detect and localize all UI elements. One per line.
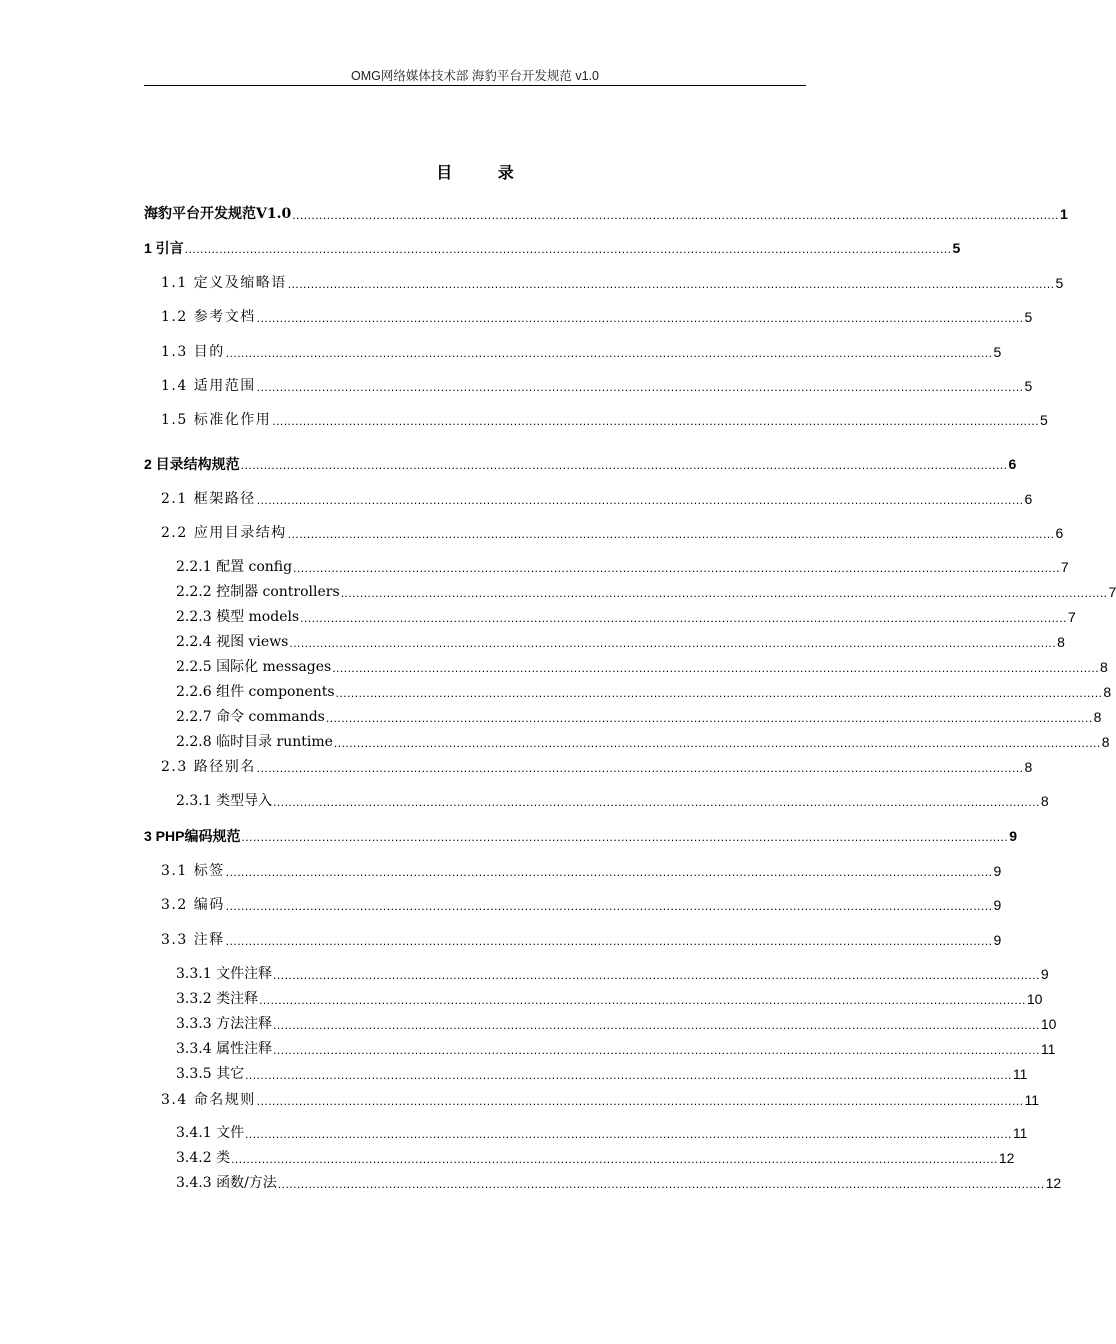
toc-entry-level2[interactable]: 1.2 参考文档 ........................................................................................................................................................................................................ 5 xyxy=(161,309,1033,325)
toc-entry-page: 11 xyxy=(1012,1125,1028,1141)
toc-entry-page: 9 xyxy=(1040,966,1049,982)
toc-entry-level3[interactable]: 3.3.5 其它 ........................................................................................................................................................................................................ 11 xyxy=(176,1066,1028,1082)
toc-entry-page: 8 xyxy=(1040,793,1049,809)
header-rule xyxy=(144,85,806,86)
toc-entry-level3[interactable]: 3.3.4 属性注释 ........................................................................................................................................................................................................ 11 xyxy=(176,1041,1056,1057)
toc-entry-page: 12 xyxy=(1045,1175,1062,1191)
toc-entry-level3[interactable]: 3.3.2 类注释 ........................................................................................................................................................................................................ 10 xyxy=(176,991,1043,1007)
toc-entry-page: 9 xyxy=(1009,828,1018,844)
toc-entry-label: 3.4.2 类 xyxy=(176,1150,231,1166)
toc-entry-level2[interactable]: 3.2 编码 ........................................................................................................................................................................................................ 9 xyxy=(161,897,1002,913)
toc-entry-level2[interactable]: 3.1 标签 ........................................................................................................................................................................................................ 9 xyxy=(161,863,1002,879)
toc-entry-level1[interactable]: 3 PHP编码规范 ........................................................................................................................................................................................................ 9 xyxy=(144,828,1018,844)
toc-title: 目 录 xyxy=(436,163,534,182)
toc-entry-label: 1.2 参考文档 xyxy=(161,309,256,325)
toc-entry-level3[interactable]: 2.2.8 临时目录 runtime ........................................................................................................................................................................................................ 8 xyxy=(176,734,1110,750)
toc-entry-label: 3.3 注释 xyxy=(161,932,225,948)
toc-entry-label: 海豹平台开发规范V1.0 xyxy=(144,206,292,222)
toc-entry-page: 5 xyxy=(1040,412,1048,428)
toc-entry-level1[interactable]: 海豹平台开发规范V1.0 ........................................................................................................................................................................................................ 1 xyxy=(144,206,1068,222)
toc-entry-level3[interactable]: 3.4.2 类 ........................................................................................................................................................................................................ 12 xyxy=(176,1150,1015,1166)
toc-entry-label: 3.3.1 文件注释 xyxy=(176,966,273,982)
toc-entry-page: 1 xyxy=(1060,206,1068,222)
toc-entry-label: 1.5 标准化作用 xyxy=(161,412,272,428)
toc-entry-level3[interactable]: 2.2.6 组件 components ........................................................................................................................................................................................................ 8 xyxy=(176,684,1112,700)
toc-entry-label: 3.3.2 类注释 xyxy=(176,991,259,1007)
toc-entry-level1[interactable]: 1 引言 ........................................................................................................................................................................................................ 5 xyxy=(144,240,961,256)
toc-entry-level3[interactable]: 2.2.1 配置 config ........................................................................................................................................................................................................ 7 xyxy=(176,559,1069,575)
toc-entry-page: 9 xyxy=(993,897,1002,913)
toc-entry-level3[interactable]: 2.2.5 国际化 messages ........................................................................................................................................................................................................ 8 xyxy=(176,659,1108,675)
toc-entry-page: 8 xyxy=(1057,634,1065,650)
toc-entry-label: 2.2.5 国际化 messages xyxy=(176,659,332,675)
toc-entry-page: 6 xyxy=(1055,525,1064,541)
toc-entry-level3[interactable]: 3.3.1 文件注释 ........................................................................................................................................................................................................ 9 xyxy=(176,966,1049,982)
toc-entry-page: 11 xyxy=(1012,1066,1028,1082)
toc-entry-level3[interactable]: 3.4.1 文件 ........................................................................................................................................................................................................ 11 xyxy=(176,1125,1028,1141)
toc-entry-level1[interactable]: 2 目录结构规范 ........................................................................................................................................................................................................ 6 xyxy=(144,456,1017,472)
toc-entry-page: 6 xyxy=(1024,491,1033,507)
toc-entry-page: 5 xyxy=(952,240,961,256)
page-header: OMG网络媒体技术部 海豹平台开发规范 v1.0 xyxy=(351,69,599,83)
toc-entry-level2[interactable]: 3.3 注释 ........................................................................................................................................................................................................ 9 xyxy=(161,932,1002,948)
toc-entry-level3[interactable]: 2.2.4 视图 views ........................................................................................................................................................................................................ 8 xyxy=(176,634,1065,650)
toc-entry-level2[interactable]: 1.1 定义及缩略语 ........................................................................................................................................................................................................ 5 xyxy=(161,275,1064,291)
toc-entry-level2[interactable]: 1.4 适用范围 ........................................................................................................................................................................................................ 5 xyxy=(161,378,1033,394)
toc-entry-label: 2.2.6 组件 components xyxy=(176,684,335,700)
toc-entry-page: 11 xyxy=(1040,1041,1056,1057)
toc-entry-level2[interactable]: 2.3 路径别名 ........................................................................................................................................................................................................ 8 xyxy=(161,759,1033,775)
toc-entry-label: 1.1 定义及缩略语 xyxy=(161,275,287,291)
toc-entry-label: 2.3.1 类型导入 xyxy=(176,793,273,809)
toc-entry-label: 2.1 框架路径 xyxy=(161,491,256,507)
toc-entry-label: 3.3.4 属性注释 xyxy=(176,1041,273,1057)
toc-entry-label: 3.4.3 函数/方法 xyxy=(176,1175,277,1191)
toc-entry-label: 1 引言 xyxy=(144,240,184,256)
toc-entry-level3[interactable]: 2.3.1 类型导入 ........................................................................................................................................................................................................ 8 xyxy=(176,793,1049,809)
toc-entry-label: 2.2.1 配置 config xyxy=(176,559,293,575)
toc-entry-page: 10 xyxy=(1026,991,1043,1007)
toc-entry-level2[interactable]: 1.5 标准化作用 ........................................................................................................................................................................................................ 5 xyxy=(161,412,1048,428)
toc-entry-page: 7 xyxy=(1108,584,1116,600)
toc-entry-page: 10 xyxy=(1040,1016,1057,1032)
toc-entry-page: 8 xyxy=(1100,659,1108,675)
toc-entry-page: 5 xyxy=(1055,275,1064,291)
toc-entry-label: 2.2.4 视图 views xyxy=(176,634,289,650)
toc-entry-level3[interactable]: 3.4.3 函数/方法 ........................................................................................................................................................................................................ 12 xyxy=(176,1175,1062,1191)
toc-entry-level3[interactable]: 3.3.3 方法注释 ........................................................................................................................................................................................................ 10 xyxy=(176,1016,1057,1032)
toc-entry-level2[interactable]: 2.1 框架路径 ........................................................................................................................................................................................................ 6 xyxy=(161,491,1033,507)
toc-entry-level2[interactable]: 3.4 命名规则 ........................................................................................................................................................................................................ 11 xyxy=(161,1092,1040,1108)
toc-entry-page: 8 xyxy=(1101,734,1110,750)
toc-entry-label: 2.2.8 临时目录 runtime xyxy=(176,734,333,750)
toc-entry-label: 2 目录结构规范 xyxy=(144,456,240,472)
toc-entry-label: 2.3 路径别名 xyxy=(161,759,256,775)
toc-entry-label: 3.1 标签 xyxy=(161,863,225,879)
toc-entry-label: 2.2.2 控制器 controllers xyxy=(176,584,340,600)
toc-entry-label: 1.3 目的 xyxy=(161,344,225,360)
toc-entry-label: 3.4.1 文件 xyxy=(176,1125,245,1141)
toc-entry-page: 8 xyxy=(1103,684,1112,700)
toc-entry-label: 3.3.3 方法注释 xyxy=(176,1016,273,1032)
toc-entry-page: 9 xyxy=(993,932,1002,948)
toc-entry-label: 3.2 编码 xyxy=(161,897,225,913)
toc-entry-label: 2.2.3 模型 models xyxy=(176,609,300,625)
toc-entry-page: 11 xyxy=(1024,1092,1040,1108)
toc-entry-page: 7 xyxy=(1067,609,1076,625)
toc-entry-page: 5 xyxy=(1024,309,1033,325)
toc-entry-page: 8 xyxy=(1024,759,1033,775)
toc-entry-label: 3.4 命名规则 xyxy=(161,1092,256,1108)
toc-entry-label: 3 PHP编码规范 xyxy=(144,828,241,844)
toc-entry-level3[interactable]: 2.2.3 模型 models ........................................................................................................................................................................................................ 7 xyxy=(176,609,1076,625)
toc-entry-page: 12 xyxy=(998,1150,1015,1166)
toc-entry-label: 1.4 适用范围 xyxy=(161,378,256,394)
toc-entry-page: 5 xyxy=(993,344,1002,360)
toc-entry-page: 8 xyxy=(1093,709,1102,725)
toc-entry-level2[interactable]: 2.2 应用目录结构 ........................................................................................................................................................................................................ 6 xyxy=(161,525,1064,541)
toc-entry-page: 6 xyxy=(1008,456,1017,472)
toc-entry-label: 2.2 应用目录结构 xyxy=(161,525,287,541)
toc-entry-page: 7 xyxy=(1060,559,1069,575)
toc-entry-level3[interactable]: 2.2.7 命令 commands ........................................................................................................................................................................................................ 8 xyxy=(176,709,1102,725)
toc-entry-page: 9 xyxy=(993,863,1002,879)
toc-entry-level2[interactable]: 1.3 目的 ........................................................................................................................................................................................................ 5 xyxy=(161,344,1002,360)
toc-entry-label: 3.3.5 其它 xyxy=(176,1066,245,1082)
toc-entry-page: 5 xyxy=(1024,378,1033,394)
toc-entry-level3[interactable]: 2.2.2 控制器 controllers ........................................................................................................................................................................................................ 7 xyxy=(176,584,1116,600)
toc-entry-label: 2.2.7 命令 commands xyxy=(176,709,325,725)
